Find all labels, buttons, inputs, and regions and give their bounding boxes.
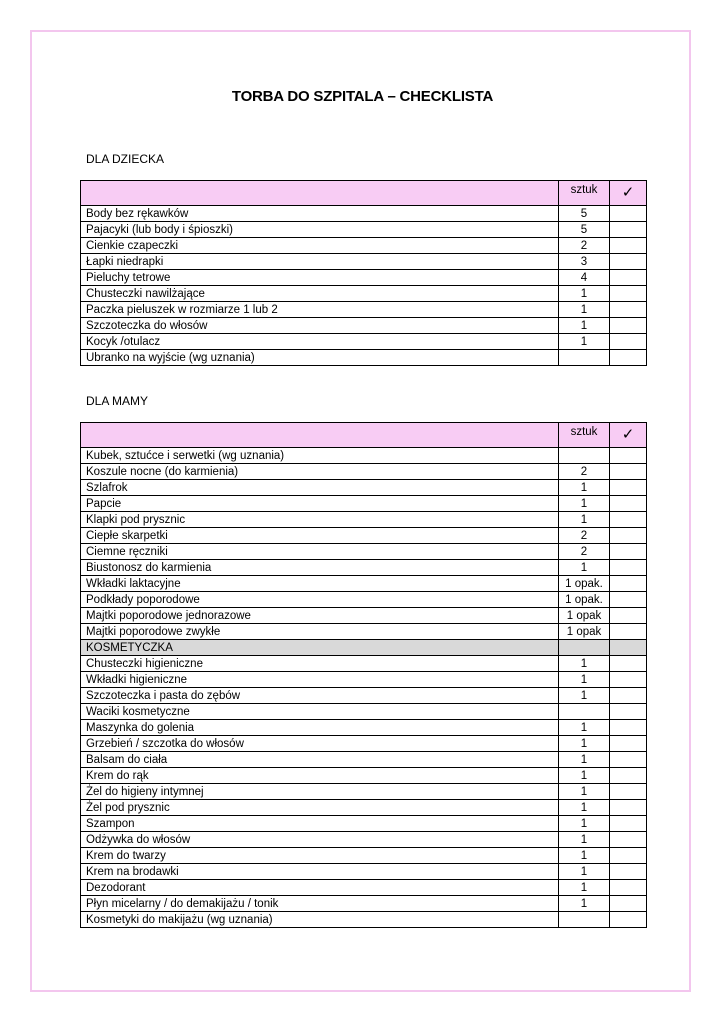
checkbox-cell[interactable] (610, 496, 647, 512)
subgroup-label: KOSMETYCZKA (81, 640, 559, 656)
item-name: Body bez rękawków (81, 206, 559, 222)
item-quantity: 2 (559, 544, 610, 560)
checklist-row (81, 270, 647, 286)
item-quantity: 1 (559, 480, 610, 496)
item-quantity: 1 (559, 302, 610, 318)
header-item-cell (81, 423, 559, 448)
header-item-cell (81, 181, 559, 206)
checklist-row (81, 656, 647, 672)
checklist-row (81, 334, 647, 350)
checklist-row (81, 560, 647, 576)
item-quantity: 5 (559, 206, 610, 222)
item-name: Płyn micelarny / do demakijażu / tonik (81, 896, 559, 912)
checkbox-cell[interactable] (610, 640, 647, 656)
item-quantity: 1 opak. (559, 592, 610, 608)
item-quantity: 4 (559, 270, 610, 286)
item-quantity: 1 opak. (559, 576, 610, 592)
checkbox-cell[interactable] (610, 206, 647, 222)
subgroup-row (81, 640, 647, 656)
header-qty-label: sztuk (559, 423, 610, 448)
checkbox-cell[interactable] (610, 816, 647, 832)
checkbox-cell[interactable] (610, 704, 647, 720)
checklist-row (81, 238, 647, 254)
item-name: Krem do rąk (81, 768, 559, 784)
item-quantity: 1 (559, 496, 610, 512)
baby-checklist-table (80, 180, 647, 366)
item-name: Pieluchy tetrowe (81, 270, 559, 286)
checklist-row (81, 480, 647, 496)
item-name: Łapki niedrapki (81, 254, 559, 270)
item-name: Krem do twarzy (81, 848, 559, 864)
checkbox-cell[interactable] (610, 800, 647, 816)
item-name: Biustonosz do karmienia (81, 560, 559, 576)
item-name: Paczka pieluszek w rozmiarze 1 lub 2 (81, 302, 559, 318)
checklist-row (81, 736, 647, 752)
item-quantity: 1 (559, 864, 610, 880)
item-name: Papcie (81, 496, 559, 512)
item-quantity: 1 (559, 800, 610, 816)
checklist-row (81, 302, 647, 318)
checklist-row (81, 350, 647, 366)
checkbox-cell[interactable] (610, 784, 647, 800)
item-quantity: 1 (559, 752, 610, 768)
checklist-row (81, 832, 647, 848)
checkbox-cell[interactable] (610, 880, 647, 896)
item-quantity (559, 448, 610, 464)
checkbox-cell[interactable] (610, 448, 647, 464)
item-quantity: 1 (559, 286, 610, 302)
item-name: Klapki pod prysznic (81, 512, 559, 528)
checklist-row (81, 848, 647, 864)
item-quantity: 1 (559, 736, 610, 752)
item-name: Krem na brodawki (81, 864, 559, 880)
checkbox-cell[interactable] (610, 254, 647, 270)
header-qty-label: sztuk (559, 181, 610, 206)
checklist-row (81, 864, 647, 880)
item-quantity: 2 (559, 238, 610, 254)
table-header-row (81, 423, 647, 448)
checkbox-cell[interactable] (610, 576, 647, 592)
item-name: Majtki poporodowe zwykłe (81, 624, 559, 640)
item-name: Majtki poporodowe jednorazowe (81, 608, 559, 624)
item-name: Dezodorant (81, 880, 559, 896)
item-name: Maszynka do golenia (81, 720, 559, 736)
checklist-row (81, 752, 647, 768)
item-name: Odżywka do włosów (81, 832, 559, 848)
checklist-row (81, 880, 647, 896)
checkbox-cell[interactable] (610, 544, 647, 560)
item-name: Chusteczki higieniczne (81, 656, 559, 672)
item-quantity (559, 640, 610, 656)
checklist-row (81, 800, 647, 816)
checklist-row (81, 608, 647, 624)
checklist-row (81, 286, 647, 302)
checklist-row (81, 912, 647, 928)
item-quantity: 1 (559, 768, 610, 784)
item-quantity: 1 opak (559, 624, 610, 640)
checkbox-cell[interactable] (610, 318, 647, 334)
item-name: Ciepłe skarpetki (81, 528, 559, 544)
item-quantity (559, 704, 610, 720)
checkbox-cell[interactable] (610, 222, 647, 238)
item-name: Szlafrok (81, 480, 559, 496)
checkbox-cell[interactable] (610, 848, 647, 864)
item-name: Ubranko na wyjście (wg uznania) (81, 350, 559, 366)
checklist-row (81, 576, 647, 592)
checkbox-cell[interactable] (610, 656, 647, 672)
checkbox-cell[interactable] (610, 238, 647, 254)
checkbox-cell[interactable] (610, 302, 647, 318)
item-quantity: 2 (559, 528, 610, 544)
item-quantity: 1 (559, 784, 610, 800)
item-quantity: 1 (559, 672, 610, 688)
item-name: Kubek, sztućce i serwetki (wg uznania) (81, 448, 559, 464)
item-name: Kocyk /otulacz (81, 334, 559, 350)
item-name: Chusteczki nawilżające (81, 286, 559, 302)
item-name: Koszule nocne (do karmienia) (81, 464, 559, 480)
checkbox-cell[interactable] (610, 736, 647, 752)
item-quantity: 1 (559, 848, 610, 864)
checklist-row (81, 816, 647, 832)
checklist-row (81, 528, 647, 544)
item-quantity: 1 (559, 880, 610, 896)
section-heading-mom: DLA MAMY (86, 394, 149, 408)
item-quantity: 1 (559, 318, 610, 334)
checkbox-cell[interactable] (610, 464, 647, 480)
item-quantity: 1 (559, 560, 610, 576)
checkbox-cell[interactable] (610, 768, 647, 784)
checklist-row (81, 672, 647, 688)
checkbox-cell[interactable] (610, 512, 647, 528)
item-quantity: 1 (559, 832, 610, 848)
item-quantity: 2 (559, 464, 610, 480)
item-name: Wkładki laktacyjne (81, 576, 559, 592)
item-name: Pajacyki (lub body i śpioszki) (81, 222, 559, 238)
checkbox-cell[interactable] (610, 560, 647, 576)
checklist-row (81, 318, 647, 334)
item-quantity: 1 (559, 816, 610, 832)
checkbox-cell[interactable] (610, 672, 647, 688)
checkbox-cell[interactable] (610, 912, 647, 928)
checkbox-cell[interactable] (610, 832, 647, 848)
checkbox-cell[interactable] (610, 286, 647, 302)
item-name: Żel do higieny intymnej (81, 784, 559, 800)
checklist-row (81, 704, 647, 720)
checkbox-cell[interactable] (610, 480, 647, 496)
item-quantity: 1 opak (559, 608, 610, 624)
item-name: Szampon (81, 816, 559, 832)
item-quantity (559, 912, 610, 928)
checkbox-cell[interactable] (610, 270, 647, 286)
checklist-row (81, 768, 647, 784)
item-name: Kosmetyki do makijażu (wg uznania) (81, 912, 559, 928)
checklist-row (81, 720, 647, 736)
checkbox-cell[interactable] (610, 350, 647, 366)
item-name: Waciki kosmetyczne (81, 704, 559, 720)
item-name: Balsam do ciała (81, 752, 559, 768)
item-quantity: 1 (559, 656, 610, 672)
checklist-row (81, 784, 647, 800)
item-name: Szczoteczka i pasta do zębów (81, 688, 559, 704)
table-header-row (81, 181, 647, 206)
checklist-row (81, 206, 647, 222)
item-quantity: 5 (559, 222, 610, 238)
checkbox-cell[interactable] (610, 608, 647, 624)
item-name: Szczoteczka do włosów (81, 318, 559, 334)
item-quantity: 1 (559, 720, 610, 736)
item-name: Ciemne ręczniki (81, 544, 559, 560)
checkbox-cell[interactable] (610, 720, 647, 736)
document-title: TORBA DO SZPITALA – CHECKLISTA (231, 88, 494, 105)
item-quantity: 1 (559, 334, 610, 350)
checkbox-cell[interactable] (610, 864, 647, 880)
checklist-row (81, 896, 647, 912)
item-quantity (559, 350, 610, 366)
checklist-row (81, 254, 647, 270)
item-name: Podkłady poporodowe (81, 592, 559, 608)
item-quantity: 1 (559, 896, 610, 912)
item-name: Żel pod prysznic (81, 800, 559, 816)
item-name: Cienkie czapeczki (81, 238, 559, 254)
checkbox-cell[interactable] (610, 688, 647, 704)
checkbox-cell[interactable] (610, 592, 647, 608)
checklist-row (81, 496, 647, 512)
checkmark-icon: ✓ (610, 181, 647, 206)
checklist-row (81, 688, 647, 704)
checkbox-cell[interactable] (610, 624, 647, 640)
checklist-row (81, 592, 647, 608)
checklist-row (81, 624, 647, 640)
checkbox-cell[interactable] (610, 528, 647, 544)
checkmark-icon: ✓ (610, 423, 647, 448)
section-heading-baby: DLA DZIECKA (86, 152, 165, 166)
checklist-row (81, 464, 647, 480)
checkbox-cell[interactable] (610, 334, 647, 350)
checkbox-cell[interactable] (610, 896, 647, 912)
item-quantity: 1 (559, 512, 610, 528)
checklist-row (81, 222, 647, 238)
checklist-row (81, 448, 647, 464)
checklist-row (81, 512, 647, 528)
mom-checklist-table (80, 422, 647, 928)
checkbox-cell[interactable] (610, 752, 647, 768)
item-quantity: 3 (559, 254, 610, 270)
item-name: Grzebień / szczotka do włosów (81, 736, 559, 752)
item-name: Wkładki higieniczne (81, 672, 559, 688)
checklist-row (81, 544, 647, 560)
item-quantity: 1 (559, 688, 610, 704)
